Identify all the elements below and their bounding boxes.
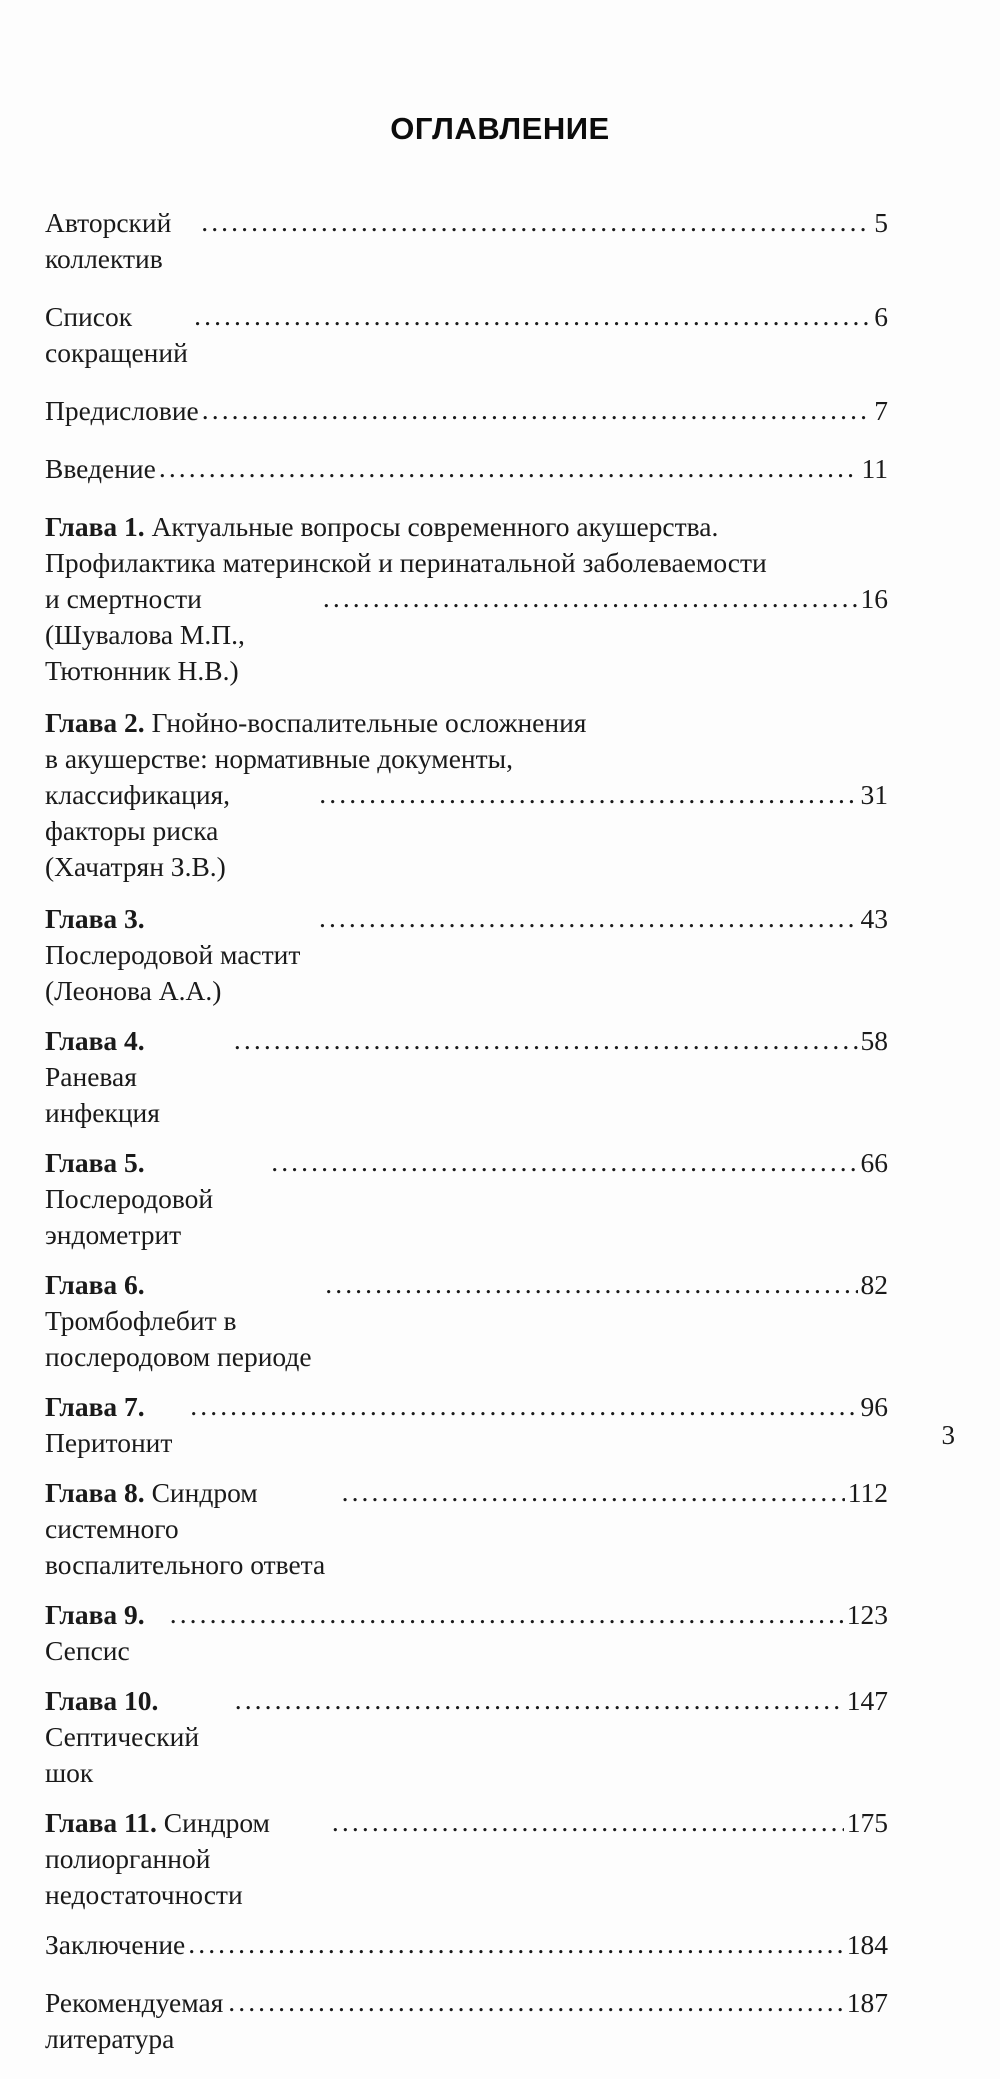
toc-page-number: 82: [860, 1269, 888, 1300]
toc-entry-line: [45, 451, 888, 487]
toc-entry-title: Предисловие: [45, 395, 199, 426]
dot-leader: [188, 1926, 844, 1962]
toc-entry-title: [45, 1683, 232, 1791]
toc-page-number: 43: [860, 903, 888, 934]
toc-entry-title: Список сокращений: [45, 301, 188, 368]
toc-entry-title: [45, 901, 316, 1009]
toc-entry-line: [45, 393, 888, 429]
dot-leader: [228, 1984, 844, 2020]
toc-entry[interactable]: [45, 705, 888, 885]
toc-entry-title: Введение: [45, 453, 156, 484]
toc-entry[interactable]: [45, 901, 888, 1009]
toc-page-number: 58: [860, 1025, 888, 1056]
toc-entry-line: [45, 205, 888, 277]
chapter-title-text: Послеродовой эндометрит: [45, 1183, 221, 1250]
toc-page-number: 96: [860, 1391, 888, 1422]
dot-leader: [190, 1388, 857, 1424]
toc-entry-title: Заключение: [45, 1929, 186, 1960]
toc-page-number: 147: [846, 1685, 888, 1716]
chapter-title-text: Синдром полиорганной недостаточности: [45, 1807, 277, 1910]
chapter-label: Глава 3.: [45, 903, 145, 934]
toc-page-number: 31: [860, 779, 888, 810]
label-separator: [145, 1147, 152, 1178]
page-title: ОГЛАВЛЕНИЕ: [390, 111, 610, 146]
chapter-title-text: Гнойно-воспалительные осложнения: [144, 707, 587, 738]
label-separator: [158, 1685, 165, 1716]
dot-leader: [325, 1266, 857, 1302]
dot-leader: [319, 900, 858, 936]
toc-entry-wrapped-line: [45, 509, 888, 545]
chapter-title-text: Синдром системного воспалительного ответа: [45, 1477, 326, 1580]
dot-leader: [201, 204, 871, 240]
toc-page-number: 175: [846, 1807, 888, 1838]
chapter-label: Глава 10.: [45, 1685, 159, 1716]
toc-entry-line: [45, 1927, 888, 1963]
toc-page-number: 11: [861, 453, 888, 484]
toc-entry-title: [45, 1597, 167, 1669]
label-separator: [145, 1599, 152, 1630]
toc-entry-line: [45, 1267, 888, 1375]
toc-entry-title: [45, 1145, 268, 1253]
toc-entry-line: [45, 299, 888, 371]
dot-leader: [170, 1596, 844, 1632]
toc-entry-line: [45, 581, 888, 689]
chapter-title-text: Тромбофлебит в послеродовом периоде: [45, 1305, 312, 1372]
toc-entry[interactable]: [45, 451, 888, 487]
toc-entry-title: Авторский коллектив: [45, 207, 179, 274]
page-folio-number: 3: [941, 1420, 955, 1450]
toc-entry-line: [45, 777, 888, 885]
toc-entry-title: [45, 1267, 322, 1375]
toc-entry[interactable]: [45, 1267, 888, 1375]
label-separator: [145, 1269, 152, 1300]
toc-entry-wrapped-line: Профилактика материнской и перинатальной заболеваемости: [45, 547, 767, 578]
toc-entry-line: [45, 1023, 888, 1131]
label-separator: [145, 1391, 152, 1422]
toc-entry[interactable]: [45, 1597, 888, 1669]
toc-entry[interactable]: [45, 1475, 888, 1583]
dot-leader: [342, 1474, 845, 1510]
toc-entry-line: [45, 1683, 888, 1791]
label-separator: [145, 1025, 152, 1056]
toc-page-number: 123: [846, 1599, 888, 1630]
toc-entry-line: [45, 1475, 888, 1583]
toc-entry-line: [45, 1597, 888, 1669]
dot-leader: [234, 1022, 858, 1058]
toc-page-number: 6: [874, 301, 888, 332]
label-separator: [145, 903, 152, 934]
toc-page-number: 16: [860, 583, 888, 614]
chapter-label: Глава 6.: [45, 1269, 145, 1300]
chapter-title-text: Сепсис: [45, 1635, 137, 1666]
toc-entry-title: [45, 1023, 231, 1131]
toc-entry[interactable]: [45, 299, 888, 371]
chapter-label: Глава 5.: [45, 1147, 145, 1178]
chapter-label: Глава 8.: [45, 1477, 145, 1508]
chapter-label: Глава 9.: [45, 1599, 145, 1630]
toc-entry-wrapped-line: в акушерстве: нормативные документы,: [45, 743, 513, 774]
chapter-label: Глава 1.: [45, 511, 145, 542]
toc-entry-line: [45, 1805, 888, 1913]
toc-entry-wrapped-line: [45, 705, 888, 741]
chapter-label: Глава 7.: [45, 1391, 145, 1422]
chapter-label: Глава 2.: [45, 707, 145, 738]
chapter-title-text: Послеродовой мастит (Леонова А.А.): [45, 939, 308, 1006]
toc-page-number: 184: [846, 1929, 888, 1960]
chapter-label: Глава 11.: [45, 1807, 157, 1838]
toc-entry-title: и смертности (Шувалова М.П., Тютюнник Н.В.): [45, 583, 252, 686]
toc-entry-title: Рекомендуемая литература: [45, 1987, 231, 2054]
toc-page-number: 66: [860, 1147, 888, 1178]
toc-entry[interactable]: [45, 1683, 888, 1791]
toc-entry[interactable]: [45, 205, 888, 277]
chapter-title-text: Перитонит: [45, 1427, 173, 1458]
toc-entry[interactable]: [45, 1927, 888, 1963]
label-separator: [157, 1807, 164, 1838]
dot-leader: [319, 776, 857, 812]
toc-page-number: 7: [874, 395, 888, 426]
toc-entry[interactable]: [45, 509, 888, 689]
table-of-contents: [45, 205, 888, 2079]
toc-entry[interactable]: [45, 1985, 888, 2057]
dot-leader: [202, 392, 872, 428]
chapter-title-text: Септический шок: [45, 1721, 206, 1788]
chapter-label: Глава 4.: [45, 1025, 145, 1056]
toc-page-number: 112: [847, 1477, 888, 1508]
chapter-title-text: Актуальные вопросы современного акушерства.: [144, 511, 719, 542]
label-separator: [145, 1477, 152, 1508]
dot-leader: [235, 1682, 844, 1718]
toc-entry-line: [45, 1145, 888, 1253]
dot-leader: [159, 450, 859, 486]
toc-entry-title: классификация, факторы риска (Хачатрян З.В.): [45, 779, 237, 882]
toc-entry-line: [45, 901, 888, 1009]
toc-page-number: 5: [874, 207, 888, 238]
toc-entry[interactable]: [45, 1805, 888, 1913]
toc-entry-title: [45, 1805, 329, 1913]
toc-entry-line: [45, 1985, 888, 2057]
dot-leader: [271, 1144, 857, 1180]
toc-entry[interactable]: [45, 1023, 888, 1131]
toc-entry-title: [45, 1475, 339, 1583]
toc-page-number: 187: [846, 1987, 888, 2018]
toc-entry[interactable]: [45, 1145, 888, 1253]
chapter-title-text: Раневая инфекция: [45, 1061, 167, 1128]
toc-entry[interactable]: [45, 393, 888, 429]
dot-leader: [332, 1804, 844, 1840]
dot-leader: [323, 580, 858, 616]
dot-leader: [194, 298, 871, 334]
